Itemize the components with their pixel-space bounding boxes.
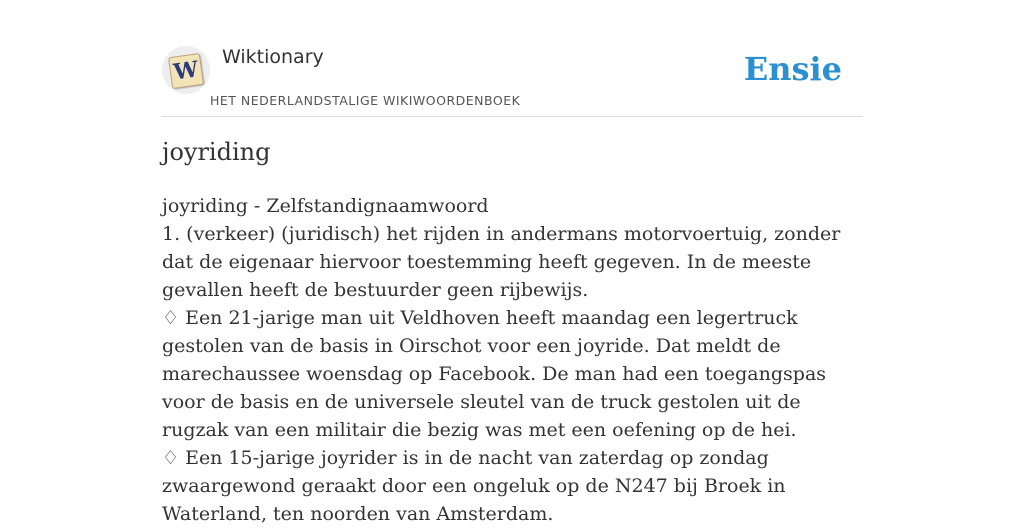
- ensie-brand-link[interactable]: Ensie: [743, 50, 842, 88]
- site-tagline: HET NEDERLANDSTALIGE WIKIWOORDENBOEK: [210, 93, 521, 108]
- entry-title: joyriding: [162, 138, 271, 166]
- entry-content: [162, 192, 852, 528]
- entry-definition: 1. (verkeer) (juridisch) het rijden in andermans motorvoertuig, zonder dat de eigenaar hiervoor toestemming heeft gegeven. In de meeste gevallen heeft de bestuurder geen rijbewijs.: [162, 223, 841, 301]
- wiktionary-logo-icon[interactable]: [162, 46, 210, 94]
- entry-example-1: ♢ Een 21-jarige man uit Veldhoven heeft maandag een legertruck gestolen van de basis in Oirschot voor een joyride. Dat meldt de marechaussee woensdag op Facebook. De man had een toegangspas voor de basis en de universele sleutel van de truck gestolen uit de rugzak van een militair die bezig was met een oefening op de hei.: [162, 307, 827, 441]
- logo-letter: W: [168, 53, 204, 89]
- site-header: [162, 40, 862, 117]
- entry-headword-line: joyriding - Zelfstandignaamwoord: [162, 195, 489, 217]
- entry-example-2: ♢ Een 15-jarige joyrider is in de nacht van zaterdag op zondag zwaargewond geraakt door een ongeluk op de N247 bij Broek in Waterland, ten noorden van Amsterdam.: [162, 447, 786, 525]
- site-name[interactable]: Wiktionary: [222, 46, 324, 68]
